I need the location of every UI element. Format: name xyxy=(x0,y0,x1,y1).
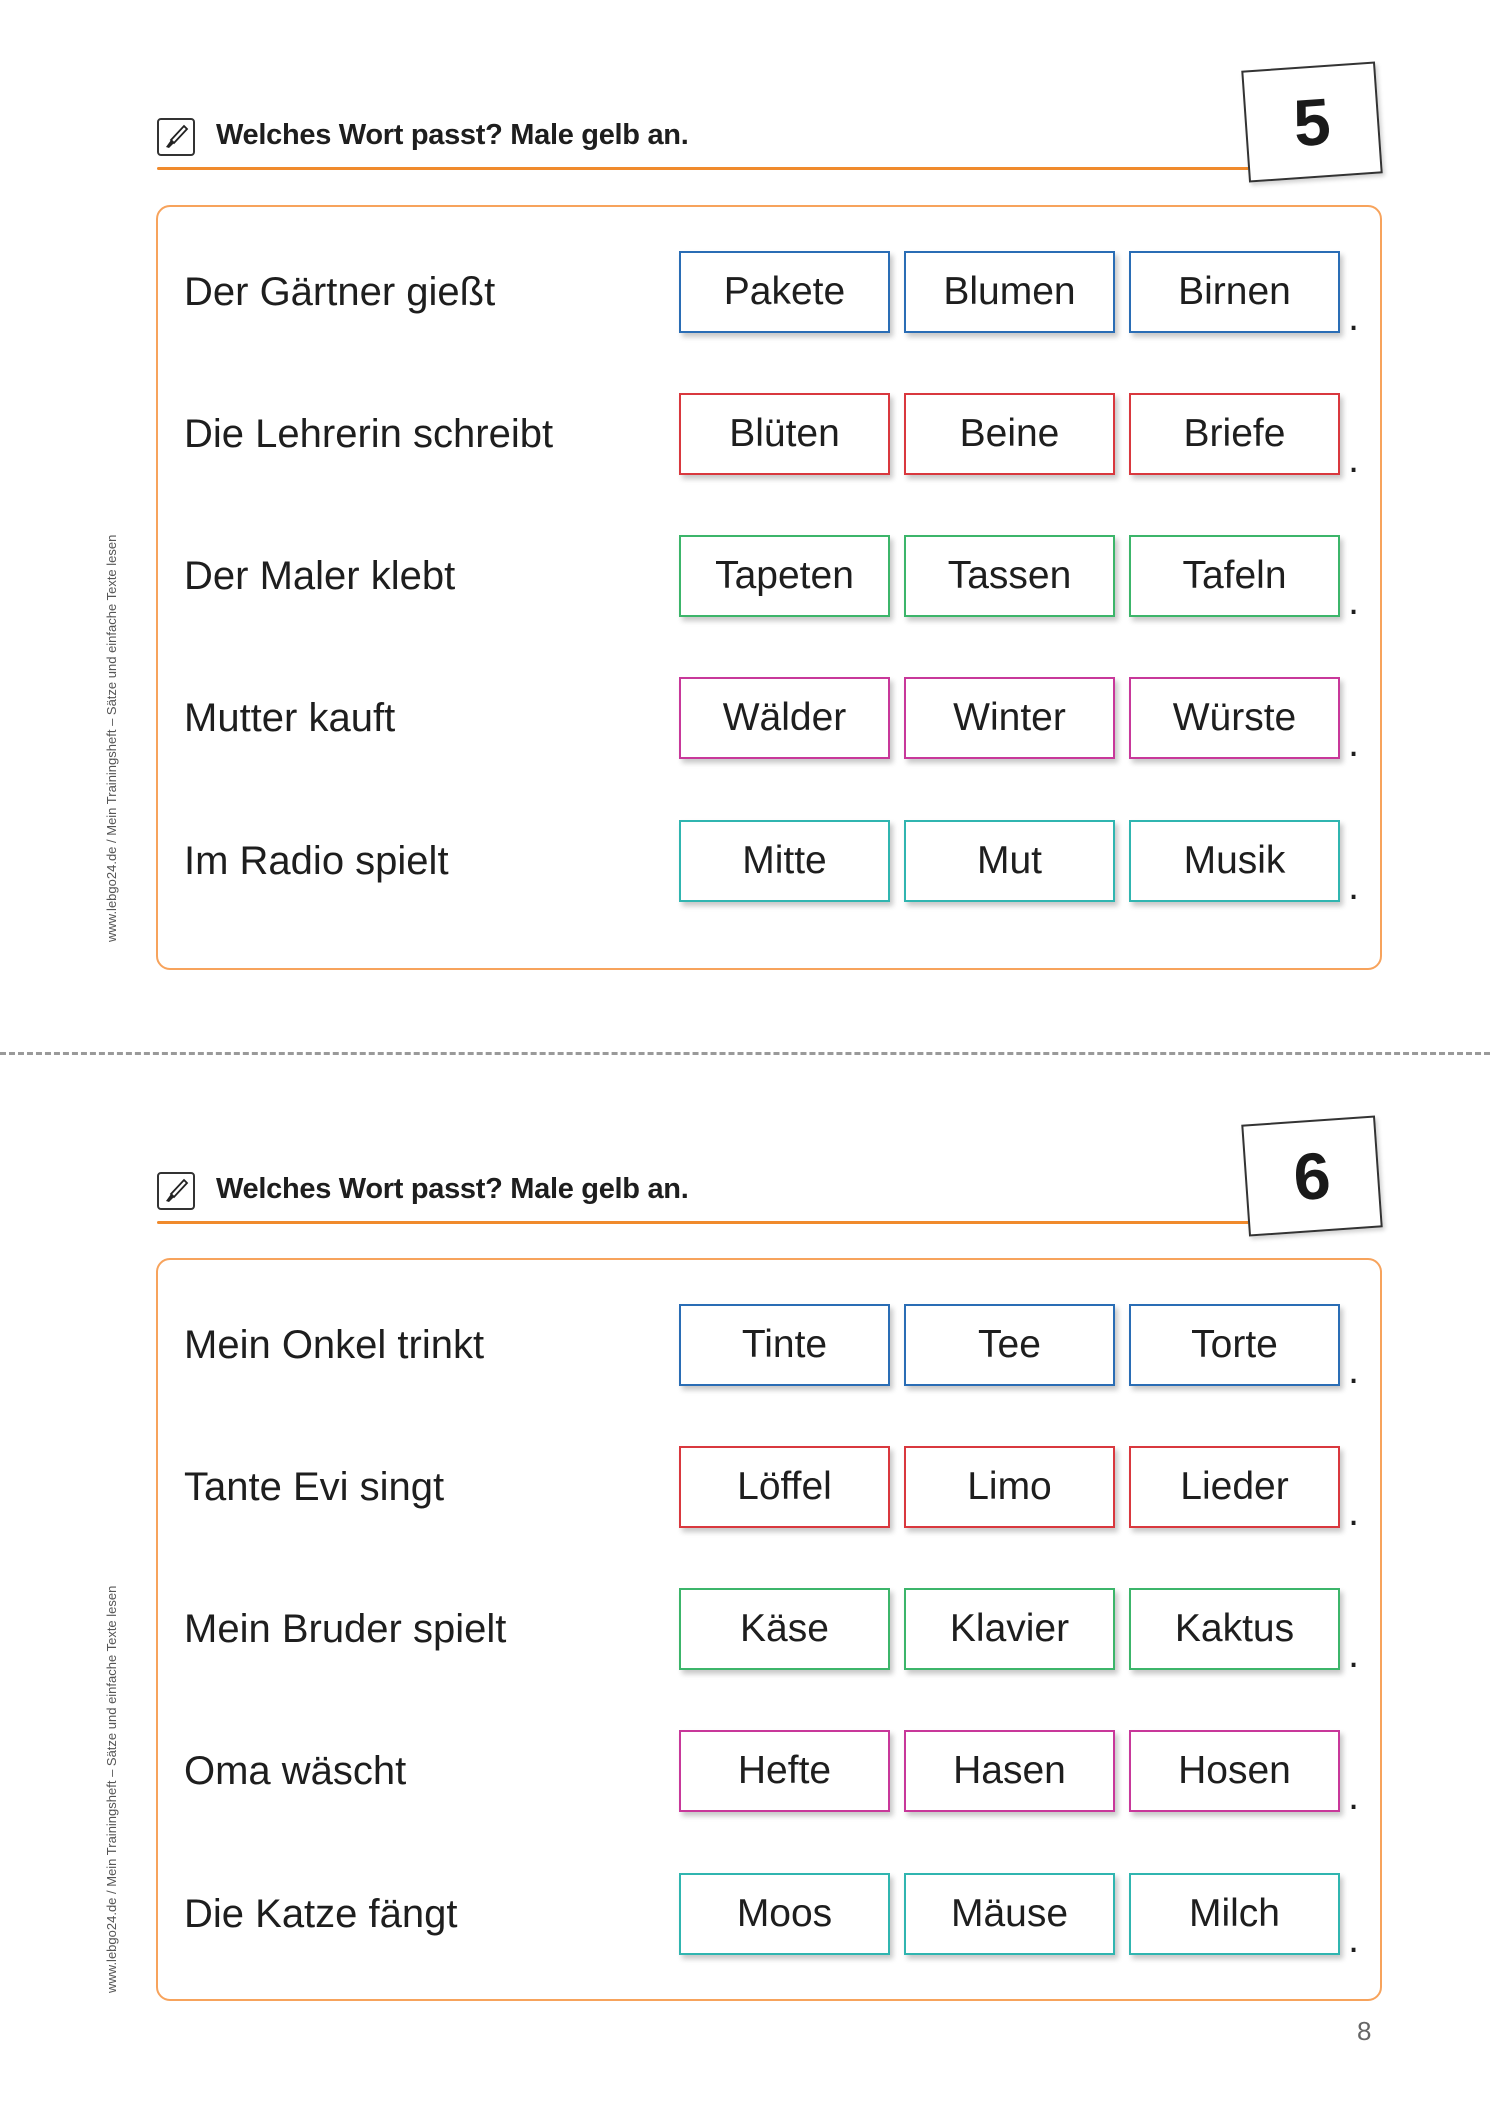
sentence-period: . xyxy=(1348,1774,1360,1818)
exercise-number: 5 xyxy=(1291,83,1333,161)
sentence-start: Mutter kauft xyxy=(184,696,396,740)
sentence-start: Mein Bruder spielt xyxy=(184,1607,507,1651)
word-option[interactable]: Beine xyxy=(904,393,1115,475)
sentence-row xyxy=(158,1730,1380,1818)
word-option[interactable]: Käse xyxy=(679,1588,890,1670)
word-option[interactable]: Pakete xyxy=(679,251,890,333)
word-option[interactable]: Musik xyxy=(1129,820,1340,902)
sentence-start: Mein Onkel trinkt xyxy=(184,1323,485,1367)
word-option[interactable]: Torte xyxy=(1129,1304,1340,1386)
word-option[interactable]: Tassen xyxy=(904,535,1115,617)
sentence-start: Im Radio spielt xyxy=(184,839,449,883)
word-option[interactable]: Würste xyxy=(1129,677,1340,759)
word-option[interactable]: Moos xyxy=(679,1873,890,1955)
word-option[interactable]: Tee xyxy=(904,1304,1115,1386)
exercise-instruction: Welches Wort passt? Male gelb an. xyxy=(216,1173,689,1205)
word-option[interactable]: Briefe xyxy=(1129,393,1340,475)
exercise-card xyxy=(156,205,1382,970)
word-option[interactable]: Mut xyxy=(904,820,1115,902)
word-option[interactable]: Lieder xyxy=(1129,1446,1340,1528)
sentence-row xyxy=(158,677,1380,765)
word-option[interactable]: Limo xyxy=(904,1446,1115,1528)
word-option[interactable]: Hefte xyxy=(679,1730,890,1812)
sentence-period: . xyxy=(1348,437,1360,481)
side-copyright-text-1: www.lebgo24.de / Mein Trainingsheft – Sätze und einfache Texte lesen xyxy=(104,534,119,942)
sentence-period: . xyxy=(1348,1348,1360,1392)
word-option[interactable]: Tafeln xyxy=(1129,535,1340,617)
exercise-number-badge xyxy=(1241,61,1382,182)
word-option[interactable]: Hasen xyxy=(904,1730,1115,1812)
word-option[interactable]: Tinte xyxy=(679,1304,890,1386)
exercise-number-badge xyxy=(1241,1115,1382,1236)
sentence-start: Die Katze fängt xyxy=(184,1892,458,1936)
sentence-row xyxy=(158,251,1380,339)
word-option[interactable]: Löffel xyxy=(679,1446,890,1528)
exercise-number: 6 xyxy=(1291,1137,1333,1215)
word-option[interactable]: Birnen xyxy=(1129,251,1340,333)
word-option[interactable]: Mitte xyxy=(679,820,890,902)
sentence-start: Oma wäscht xyxy=(184,1749,407,1793)
sentence-start: Tante Evi singt xyxy=(184,1465,445,1509)
sentence-row xyxy=(158,535,1380,623)
word-option[interactable]: Winter xyxy=(904,677,1115,759)
header-underline xyxy=(157,1221,1252,1224)
sentence-period: . xyxy=(1348,579,1360,623)
sentence-row xyxy=(158,1446,1380,1534)
word-option[interactable]: Blumen xyxy=(904,251,1115,333)
word-option[interactable]: Wälder xyxy=(679,677,890,759)
word-option[interactable]: Milch xyxy=(1129,1873,1340,1955)
sentence-start: Die Lehrerin schreibt xyxy=(184,412,554,456)
exercise-card xyxy=(156,1258,1382,2001)
sentence-row xyxy=(158,1304,1380,1392)
sentence-period: . xyxy=(1348,1917,1360,1961)
exercise-instruction: Welches Wort passt? Male gelb an. xyxy=(216,119,689,151)
sentence-period: . xyxy=(1348,1632,1360,1676)
word-option[interactable]: Mäuse xyxy=(904,1873,1115,1955)
sentence-row xyxy=(158,1588,1380,1676)
word-option[interactable]: Kaktus xyxy=(1129,1588,1340,1670)
word-option[interactable]: Klavier xyxy=(904,1588,1115,1670)
brush-icon xyxy=(157,118,195,156)
sentence-start: Der Gärtner gießt xyxy=(184,270,496,314)
brush-icon xyxy=(157,1172,195,1210)
word-option[interactable]: Hosen xyxy=(1129,1730,1340,1812)
sentence-row xyxy=(158,393,1380,481)
sentence-period: . xyxy=(1348,295,1360,339)
sentence-period: . xyxy=(1348,1490,1360,1534)
cut-line-separator xyxy=(0,1052,1490,1055)
side-copyright-text-2: www.lebgo24.de / Mein Trainingsheft – Sätze und einfache Texte lesen xyxy=(104,1585,119,1993)
word-option[interactable]: Tapeten xyxy=(679,535,890,617)
word-option[interactable]: Blüten xyxy=(679,393,890,475)
sentence-period: . xyxy=(1348,864,1360,908)
header-underline xyxy=(157,167,1252,170)
sentence-row xyxy=(158,820,1380,908)
sentence-period: . xyxy=(1348,721,1360,765)
sentence-row xyxy=(158,1873,1380,1961)
sentence-start: Der Maler klebt xyxy=(184,554,456,598)
page-number: 8 xyxy=(1357,2016,1372,2046)
